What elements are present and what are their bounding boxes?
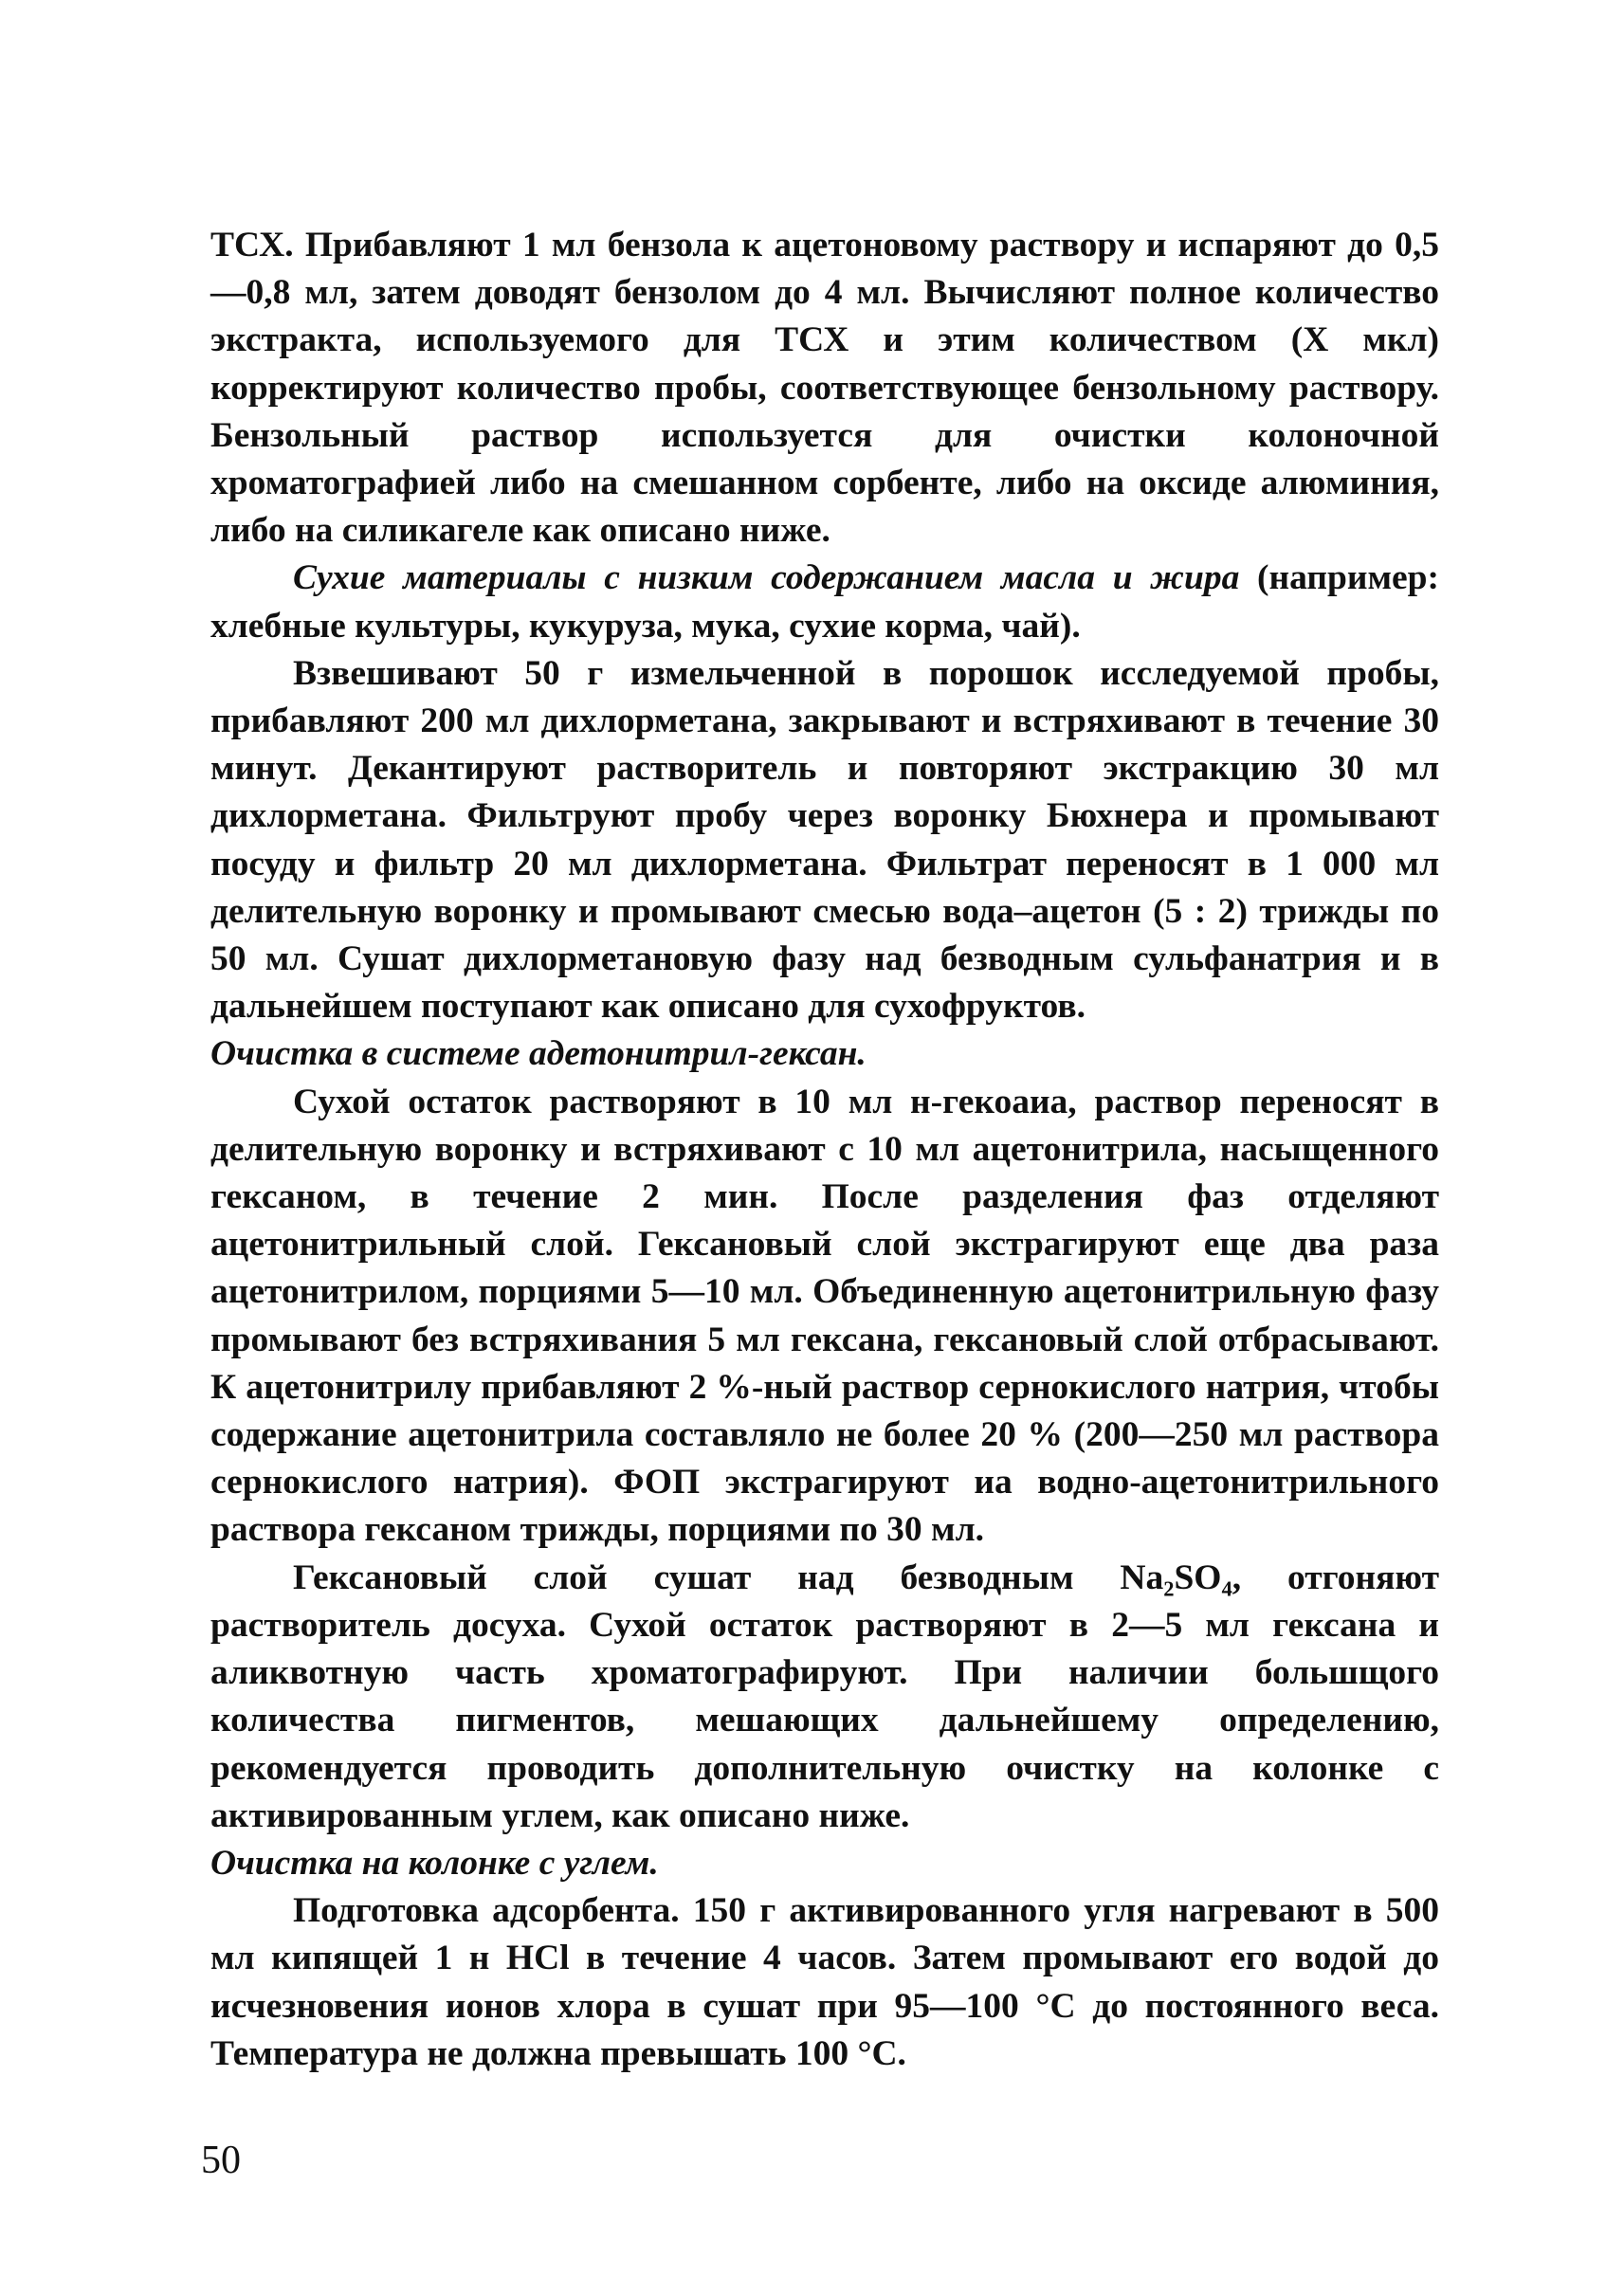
paragraph: ТСХ. Прибавляют 1 мл бензола к ацетоновому раствору и испаряют до 0,5—0,8 мл, затем доводят бензолом до 4 мл. Вычисляют полное количество экстракта, используемого для ТСХ и этим количеством (X мкл) корректируют количество пробы, соответствующее бензольному раствору. Бензольный раствор используется для очистки колоночной хроматографией либо на смешанном сорбенте, либо на оксиде алюминия, либо на силикагеле как описано ниже. — [210, 226, 1439, 551]
page-number: 50 — [201, 2139, 241, 2182]
section-heading: Очистка в системе адетонитрил-гексан. — [210, 1034, 867, 1074]
body-text — [210, 222, 1439, 2078]
paragraph-with-italic-lead — [210, 555, 1439, 649]
section-heading: Очистка на колонке с углем. — [210, 1843, 659, 1883]
italic-lead: Сухие материалы с низким содержанием масла и жира — [293, 558, 1240, 598]
paragraph-rest: (например: хлебные культуры, кукуруза, мука, сухие корма, чай). — [210, 558, 1440, 646]
paragraph: Подготовка адсорбента. 150 г активированного угля нагревают в 500 мл кипящей 1 н HCl в течение 4 часов. Затем промывают его водой до исчезновения ионов хлора в сушат при 95—100 °С до постоянного веса. Температура не должна превышать 100 °С. — [210, 1891, 1439, 2073]
paragraph: Гексановый слой сушат над безводным Na₂SO₄, отгоняют растворитель досуха. Сухой остаток растворяют в 2—5 мл гексана и аликвотную часть хроматографируют. При наличии большщого количества пигментов, мешающих дальнейшему определению, рекомендуется проводить дополнительную очистку на колонке с активированным углем, как описано ниже. — [210, 1557, 1439, 1835]
paragraph: Сухой остаток растворяют в 10 мл н-гекоаиа, раствор переносят в делительную воронку и встряхивают с 10 мл ацетонитрила, насыщенного гексаном, в течение 2 мин. После разделения фаз отделяют ацетонитрильный слой. Гексановый слой экстрагируют еще два раза ацетонитрилом, порциями 5—10 мл. Объединенную ацетонитрильную фазу промывают без встряхивания 5 мл гексана, гексановый слой отбрасывают. К ацетонитрилу прибавляют 2 %-ный раствор сернокислого натрия, чтобы содержание ацетонитрила составляло не более 20 % (200—250 мл раствора сернокислого натрия). ФОП экстрагируют иа водно-ацетонитрильного раствора гексаном трижды, порциями по 30 мл. — [210, 1082, 1439, 1550]
paragraph: Взвешивают 50 г измельченной в порошок исследуемой пробы, прибавляют 200 мл дихлорметана, закрывают и встряхивают в течение 30 минут. Декантируют растворитель и повторяют экстракцию 30 мл дихлорметана. Фильтруют пробу через воронку Бюхнера и промывают посуду и фильтр 20 мл дихлорметана. Фильтрат переносят в 1 000 мл делительную воронку и промывают смесью вода–ацетон (5 : 2) трижды по 50 мл. Сушат дихлорметановую фазу над безводным сульфанатрия и в дальнейшем поступают как описано для сухофруктов. — [210, 653, 1439, 1027]
